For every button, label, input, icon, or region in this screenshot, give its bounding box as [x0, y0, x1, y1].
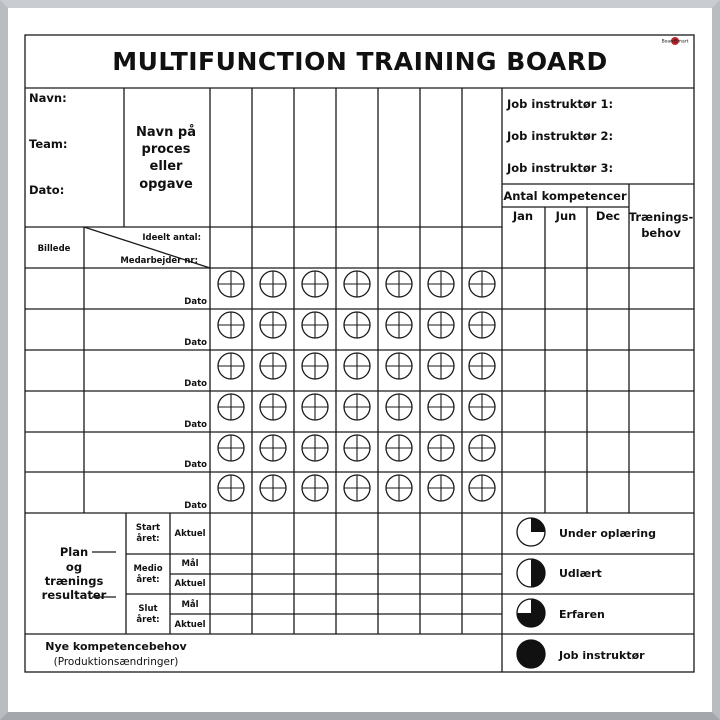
legend-icons — [517, 518, 545, 668]
slut-maal-label: Mål — [181, 600, 199, 610]
progress-circle[interactable] — [344, 312, 370, 338]
traeningsbehov-line-1: Trænings- — [628, 210, 694, 224]
plan-label-line-2: og — [65, 560, 83, 574]
job-instructor-3[interactable]: Job instruktør 3: — [507, 161, 614, 175]
brand-logo — [662, 37, 689, 45]
progress-circle[interactable] — [344, 475, 370, 501]
month-dec: Dec — [595, 209, 621, 223]
progress-circle[interactable] — [302, 435, 328, 461]
progress-circle[interactable] — [469, 271, 495, 297]
legend-pie-icon — [517, 518, 545, 546]
board-title: MULTIFUNCTION TRAINING BOARD — [112, 47, 608, 76]
legend-pie-fill — [531, 559, 545, 587]
progress-circle[interactable] — [218, 271, 244, 297]
legend-pie-icon — [517, 640, 545, 668]
process-label-line-4: opgave — [139, 177, 193, 192]
progress-circle[interactable] — [386, 435, 412, 461]
progress-circle[interactable] — [344, 353, 370, 379]
progress-circle[interactable] — [428, 312, 454, 338]
progress-circle[interactable] — [386, 475, 412, 501]
progress-circles — [218, 271, 495, 501]
medio-period-line-1: Medio — [133, 564, 163, 574]
progress-circle[interactable] — [302, 271, 328, 297]
progress-circle[interactable] — [218, 312, 244, 338]
plan-label-line-3: trænings — [44, 574, 104, 588]
start-period-line-2: året: — [136, 534, 160, 544]
progress-circle[interactable] — [428, 353, 454, 379]
progress-circle[interactable] — [260, 435, 286, 461]
process-label-line-3: eller — [149, 159, 183, 174]
progress-circle[interactable] — [386, 312, 412, 338]
progress-circle[interactable] — [218, 353, 244, 379]
month-jun: Jun — [555, 209, 577, 223]
start-period-line-1: Start — [135, 523, 161, 533]
dato-label-row-6: Dato — [184, 501, 207, 511]
progress-circle[interactable] — [260, 394, 286, 420]
process-label-line-2: proces — [141, 142, 191, 157]
slut-period-line-2: året: — [136, 615, 160, 625]
ideelt-antal-label: Ideelt antal: — [142, 233, 201, 243]
progress-circle[interactable] — [218, 475, 244, 501]
slut-period-line-1: Slut — [138, 604, 158, 614]
legend-pie-fill — [531, 518, 545, 532]
slut-aktuel-label: Aktuel — [174, 620, 206, 630]
progress-circle[interactable] — [469, 475, 495, 501]
dato-label-row-2: Dato — [184, 338, 207, 348]
progress-circle[interactable] — [302, 353, 328, 379]
progress-circle[interactable] — [386, 394, 412, 420]
progress-circle[interactable] — [386, 353, 412, 379]
start-aktuel-label: Aktuel — [174, 529, 206, 539]
progress-circle[interactable] — [260, 475, 286, 501]
medarbejder-nr-label: Medarbejder nr: — [120, 256, 198, 266]
job-instructor-1[interactable]: Job instruktør 1: — [507, 97, 614, 111]
medio-maal-label: Mål — [181, 559, 199, 569]
brand-logo-text: BoardSmart — [661, 39, 689, 45]
dato-labels — [184, 297, 207, 511]
nye-kompetencebehov-label: Nye kompetencebehov — [45, 640, 187, 653]
legend-pie-icon — [517, 599, 545, 627]
plan-label-line-4: resultater — [41, 588, 107, 602]
progress-circle[interactable] — [218, 435, 244, 461]
progress-circle[interactable] — [302, 312, 328, 338]
produktionsaendringer-label: (Produktionsændringer) — [53, 656, 179, 668]
progress-circle[interactable] — [344, 435, 370, 461]
dato-label-row-3: Dato — [184, 379, 207, 389]
progress-circle[interactable] — [302, 394, 328, 420]
progress-circle[interactable] — [260, 312, 286, 338]
progress-circle[interactable] — [302, 475, 328, 501]
progress-circle[interactable] — [218, 394, 244, 420]
legend-pie-outline — [517, 640, 545, 668]
progress-circle[interactable] — [469, 312, 495, 338]
progress-circle[interactable] — [469, 394, 495, 420]
progress-circle[interactable] — [469, 353, 495, 379]
progress-circle[interactable] — [469, 435, 495, 461]
dato-label-row-1: Dato — [184, 297, 207, 307]
progress-circle[interactable] — [344, 394, 370, 420]
progress-circle[interactable] — [260, 353, 286, 379]
progress-circle[interactable] — [344, 271, 370, 297]
dato-label-row-4: Dato — [184, 420, 207, 430]
antal-kompetencer-label: Antal kompetencer — [503, 189, 627, 203]
progress-circle[interactable] — [428, 394, 454, 420]
job-instructor-2[interactable]: Job instruktør 2: — [507, 129, 614, 143]
team-label[interactable]: Team: — [29, 137, 68, 151]
legend-udlaert: Udlært — [559, 567, 602, 580]
billede-label: Billede — [37, 244, 71, 254]
process-label-line-1: Navn på — [136, 125, 196, 140]
legend-pie-icon — [517, 559, 545, 587]
plan-label-line-1: Plan — [59, 545, 89, 559]
progress-circle[interactable] — [260, 271, 286, 297]
progress-circle[interactable] — [428, 435, 454, 461]
navn-label[interactable]: Navn: — [29, 91, 67, 105]
progress-circle[interactable] — [386, 271, 412, 297]
legend-erfaren: Erfaren — [559, 608, 605, 621]
month-jan: Jan — [512, 209, 534, 223]
progress-circle[interactable] — [428, 475, 454, 501]
dato-label[interactable]: Dato: — [29, 183, 65, 197]
medio-aktuel-label: Aktuel — [174, 579, 206, 589]
legend-under-oplaering: Under oplæring — [559, 527, 656, 540]
progress-circle[interactable] — [428, 271, 454, 297]
traeningsbehov-line-2: behov — [641, 226, 681, 240]
medio-period-line-2: året: — [136, 575, 160, 585]
dato-label-row-5: Dato — [184, 460, 207, 470]
legend-job-instruktor: Job instruktør — [559, 649, 645, 662]
